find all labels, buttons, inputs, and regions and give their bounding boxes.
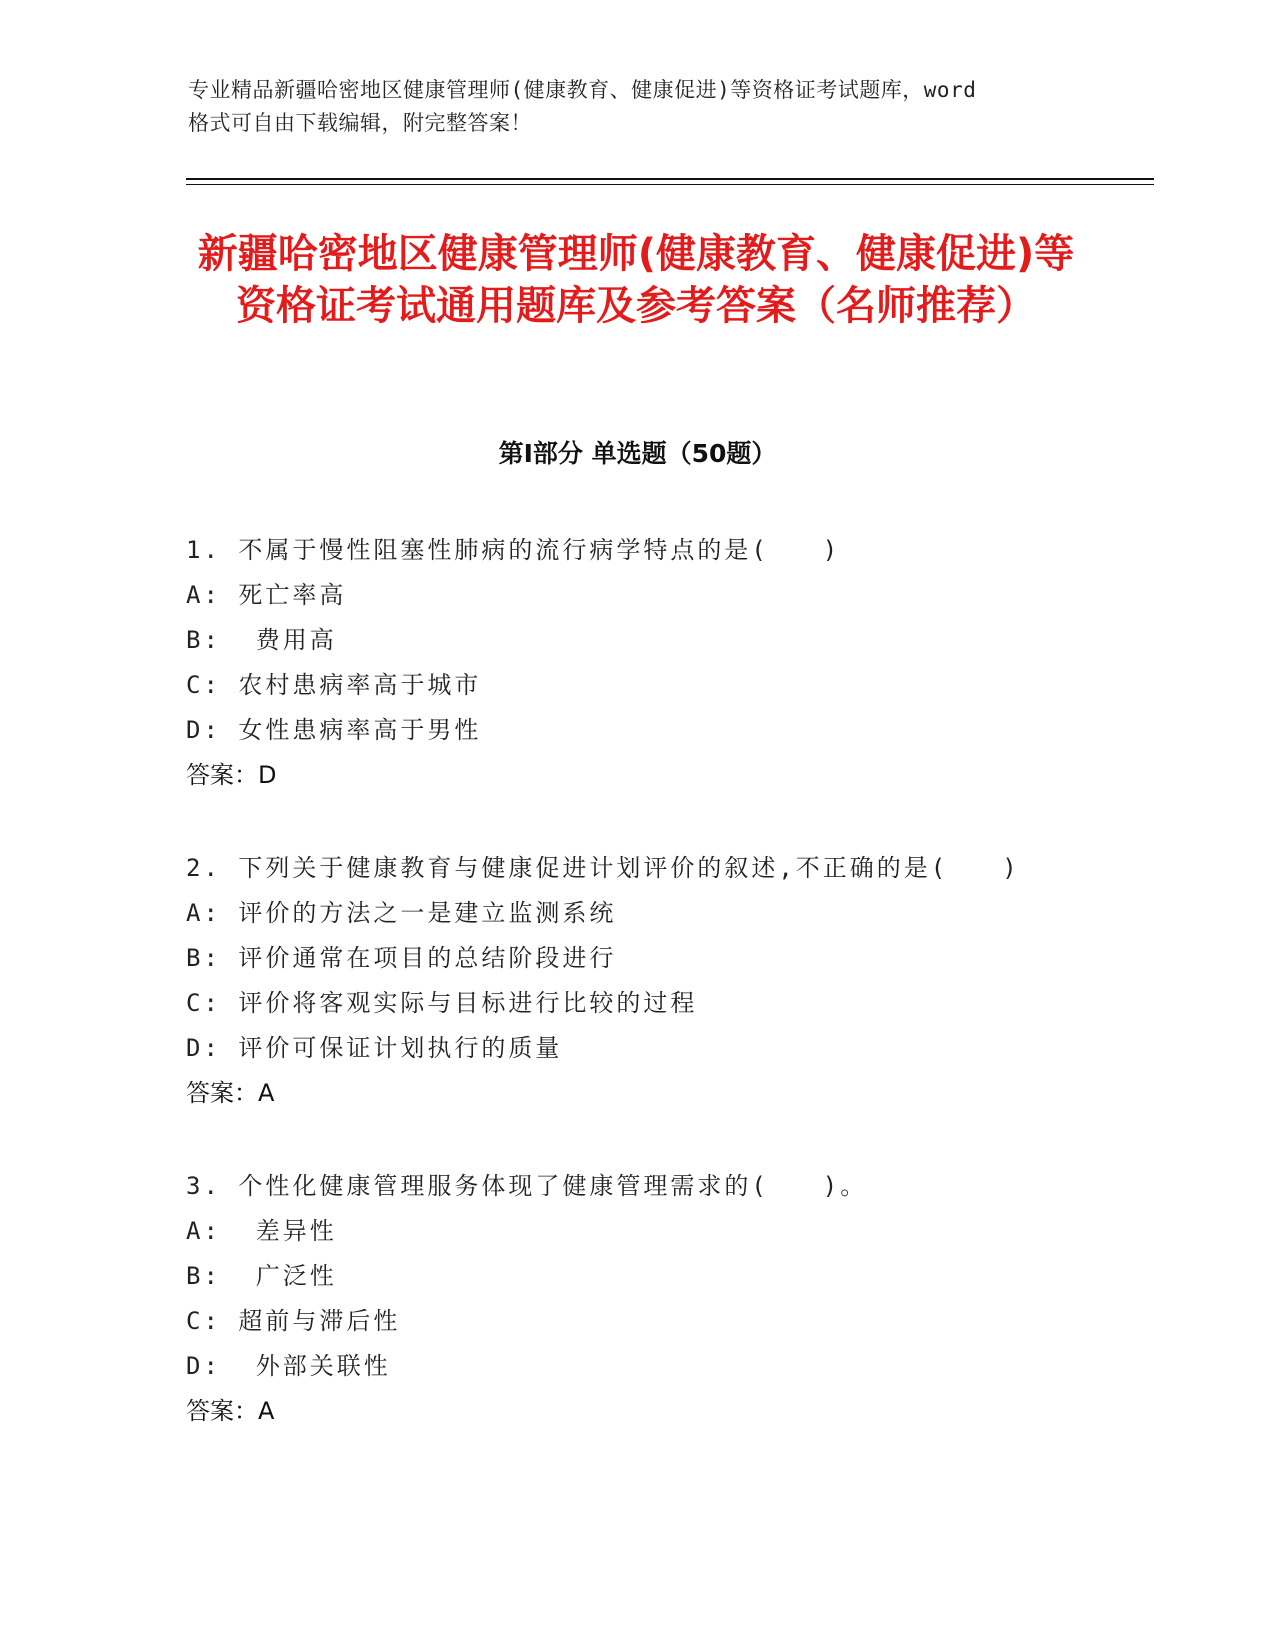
- header-divider-thin: [186, 184, 1154, 185]
- option-a: A: 死亡率高: [186, 581, 347, 609]
- option-b: B: 费用高: [186, 626, 337, 654]
- option-b: B: 广泛性: [186, 1262, 337, 1290]
- question-stem: 1. 不属于慢性阻塞性肺病的流行病学特点的是( ): [186, 536, 841, 564]
- question-stem: 2. 下列关于健康教育与健康促进计划评价的叙述,不正确的是( ): [186, 854, 1020, 882]
- option-d: D: 评价可保证计划执行的质量: [186, 1034, 563, 1062]
- question-item: [186, 846, 1146, 1116]
- option-d: D: 女性患病率高于男性: [186, 716, 482, 744]
- option-c: C: 超前与滞后性: [186, 1307, 401, 1335]
- section-title: 第Ⅰ部分 单选题（50题）: [498, 439, 777, 468]
- question-stem: 3. 个性化健康管理服务体现了健康管理需求的( )。: [186, 1172, 868, 1200]
- option-c: C: 农村患病率高于城市: [186, 671, 482, 699]
- header-note-line-2: 格式可自由下载编辑，附完整答案！: [188, 111, 532, 135]
- option-b: B: 评价通常在项目的总结阶段进行: [186, 944, 617, 972]
- answer-line: 答案：D: [186, 761, 277, 789]
- header-divider-thick: [186, 178, 1154, 180]
- answer-line: 答案：A: [186, 1397, 275, 1425]
- option-a: A: 评价的方法之一是建立监测系统: [186, 899, 617, 927]
- option-d: D: 外部关联性: [186, 1352, 391, 1380]
- question-item: [186, 528, 1146, 798]
- header-note-line-1: 专业精品新疆哈密地区健康管理师(健康教育、健康促进)等资格证考试题库，word: [188, 78, 977, 102]
- header-note: [188, 74, 1088, 140]
- option-a: A: 差异性: [186, 1217, 337, 1245]
- question-item: [186, 1164, 1146, 1434]
- answer-line: 答案：A: [186, 1079, 275, 1107]
- option-c: C: 评价将客观实际与目标进行比较的过程: [186, 989, 698, 1017]
- document-title: 新疆哈密地区健康管理师(健康教育、健康促进)等资格证考试通用题库及参考答案（名师推荐）: [197, 231, 1075, 329]
